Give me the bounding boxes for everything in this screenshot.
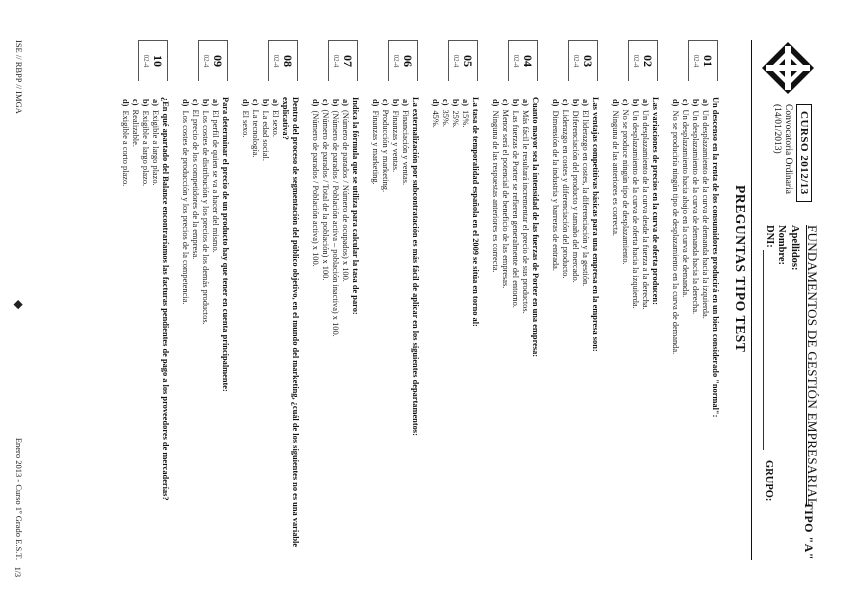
option-letter: c) xyxy=(441,99,450,106)
question-number-box xyxy=(508,40,538,81)
question-item xyxy=(670,40,720,570)
question-body xyxy=(610,81,660,570)
option-text: El precio de los competidores de la empresa. xyxy=(191,109,200,260)
option-letter: d) xyxy=(671,99,680,107)
option-text: Liderazgo en costes y diferenciación del producto. xyxy=(561,109,570,279)
option-text: Un desplazamiento hacia abajo en la curva de demanda. xyxy=(681,109,690,298)
question-number: 09 xyxy=(211,55,225,67)
question-score: 02-4 xyxy=(272,54,280,68)
answer-option[interactable] xyxy=(580,97,590,570)
option-text: No se produce ningún tipo de desplazamiento. xyxy=(621,109,630,265)
option-letter: a) xyxy=(701,99,710,106)
question-number: 06 xyxy=(401,55,415,67)
option-text: Exigible a largo plazo. xyxy=(141,110,150,187)
option-text: Un desplazamiento de la curva de demanda hacia la derecha. xyxy=(691,110,700,315)
answer-option[interactable] xyxy=(450,97,460,570)
footer-code: ISE // RBPP // IMGA xyxy=(14,40,24,114)
question-body xyxy=(180,81,230,570)
answer-option[interactable] xyxy=(130,97,140,570)
option-letter: a) xyxy=(461,99,470,106)
option-letter: b) xyxy=(201,99,210,107)
question-body xyxy=(670,81,720,570)
answer-option[interactable] xyxy=(700,97,710,570)
answer-option[interactable] xyxy=(380,97,390,570)
question-item xyxy=(240,40,300,570)
option-text: Exigible a corto plazo. xyxy=(121,110,130,187)
question-text: Dentro del proceso de segmentación del público objetivo, en el mundo del marketing, ¿cuál de los siguientes no es una variable explicativa? xyxy=(281,97,300,548)
option-text: Finanzas y marketing. xyxy=(371,110,380,185)
question-score: 02-4 xyxy=(632,54,640,68)
question-number-box xyxy=(268,40,298,81)
option-letter: c) xyxy=(381,99,390,106)
option-text: Financiación y ventas. xyxy=(401,109,410,186)
option-text: Ninguna de las respuestas anteriores es correcta. xyxy=(491,110,500,273)
question-number: 08 xyxy=(281,55,295,67)
option-letter: a) xyxy=(581,99,590,106)
question-item xyxy=(310,40,360,570)
answer-option[interactable] xyxy=(270,97,280,570)
course-info xyxy=(771,104,812,224)
question-number-box xyxy=(568,40,598,81)
question-number-box xyxy=(138,40,168,81)
dni-write-line xyxy=(763,250,764,450)
option-text: No se produciría ningún tipo de desplazamiento en la curva de demanda. xyxy=(671,110,680,355)
question-text: Las ventajas competitivas básicas para una empresa en la empresa son: xyxy=(591,97,600,352)
name-field-label: Nombre: xyxy=(776,225,788,266)
question-text: La tasa de temporalidad española en el 2009 se sitúa en torno al: xyxy=(471,97,480,327)
answer-option[interactable] xyxy=(330,97,340,570)
question-item xyxy=(180,40,230,570)
question-text: La externalización por subcontratación es más fácil de aplicar en los siguientes departamentos: xyxy=(411,97,420,436)
answer-option[interactable] xyxy=(200,97,210,570)
question-number: 02 xyxy=(641,55,655,67)
option-letter: b) xyxy=(261,99,270,107)
question-body xyxy=(490,81,540,570)
student-fields xyxy=(763,225,801,271)
question-list xyxy=(110,40,720,570)
option-text: Exigible a largo plazo. xyxy=(151,109,160,186)
answer-option[interactable] xyxy=(610,97,620,570)
header-divider xyxy=(751,40,752,560)
option-letter: b) xyxy=(571,99,580,107)
option-text: Finanzas y ventas. xyxy=(391,110,400,173)
option-letter: d) xyxy=(311,99,320,107)
option-text: 35%. xyxy=(441,109,450,127)
footer-date: Enero 2013 - Curso 1º Grado E.S.T. xyxy=(14,437,24,560)
question-body xyxy=(430,81,480,570)
option-letter: a) xyxy=(521,99,530,106)
question-score: 02-4 xyxy=(572,54,580,68)
option-letter: b) xyxy=(451,99,460,107)
option-text: 15%. xyxy=(461,109,470,128)
option-text: Diferenciación del producto y tamaño del mercado. xyxy=(571,110,580,283)
answer-option[interactable] xyxy=(510,97,520,570)
answer-option[interactable] xyxy=(490,97,500,570)
question-number-box xyxy=(328,40,358,81)
subject-title: FUNDAMENTOS DE GESTIÓN EMPRESARIAL xyxy=(805,225,820,507)
answer-option[interactable] xyxy=(140,97,150,570)
option-letter: b) xyxy=(331,99,340,107)
section-title: PREGUNTAS TIPO TEST xyxy=(733,185,748,353)
question-text: Cuanto mayor sea la intensidad de las fuerzas de Porter en una empresa: xyxy=(531,97,540,358)
question-body xyxy=(120,81,170,570)
answer-option[interactable] xyxy=(630,97,640,570)
option-text: Menor será el potencial de beneficio de las empresas. xyxy=(501,109,510,289)
question-item xyxy=(610,40,660,570)
question-number-box xyxy=(688,40,718,81)
option-letter: c) xyxy=(621,99,630,106)
option-letter: d) xyxy=(551,99,560,107)
answer-option[interactable] xyxy=(640,97,650,570)
question-score: 02-4 xyxy=(512,54,520,68)
answer-option[interactable] xyxy=(340,97,350,570)
question-number-box xyxy=(388,40,418,81)
question-number-box xyxy=(198,40,228,81)
university-logo-icon xyxy=(760,40,816,96)
question-body xyxy=(370,81,420,570)
question-body xyxy=(240,81,300,570)
option-letter: c) xyxy=(251,99,260,106)
question-item xyxy=(490,40,540,570)
answer-option[interactable] xyxy=(550,97,560,570)
option-letter: a) xyxy=(211,99,220,106)
option-text: (Número de parados / Población activa) x 100. xyxy=(311,110,320,267)
course-code: CURSO 2012/13 xyxy=(796,104,812,202)
surname-field-label: Apellidos: xyxy=(789,225,800,271)
answer-option[interactable] xyxy=(190,97,200,570)
option-text: Realizable. xyxy=(131,109,140,147)
option-text: El sexo. xyxy=(241,110,250,138)
question-text: Las variaciones de precios en la curva de oferta producen: xyxy=(651,97,660,305)
option-letter: c) xyxy=(191,99,200,106)
option-text: La edad social. xyxy=(261,110,270,161)
question-number: 10 xyxy=(151,55,165,67)
option-letter: a) xyxy=(641,99,650,106)
question-item xyxy=(120,40,170,570)
option-letter: d) xyxy=(431,99,440,107)
answer-option[interactable] xyxy=(440,97,450,570)
option-letter: b) xyxy=(691,99,700,107)
option-letter: b) xyxy=(511,99,520,107)
answer-option[interactable] xyxy=(240,97,250,570)
question-text: Indica la fórmula que se utiliza para calcular la tasa de paro: xyxy=(351,97,360,315)
answer-option[interactable] xyxy=(180,97,190,570)
footer-diamond-icon: ◆ xyxy=(12,300,26,310)
option-letter: d) xyxy=(491,99,500,107)
option-text: 45%. xyxy=(431,110,440,128)
option-letter: a) xyxy=(341,99,350,106)
question-number: 07 xyxy=(341,55,355,67)
answer-option[interactable] xyxy=(680,97,690,570)
question-text: Para determinar el precio de un producto hay que tener en cuenta principalmente: xyxy=(221,97,230,392)
answer-option[interactable] xyxy=(400,97,410,570)
option-text: El sexo. xyxy=(271,109,280,137)
answer-option[interactable] xyxy=(430,97,440,570)
option-letter: c) xyxy=(501,99,510,106)
option-text: Producción y marketing. xyxy=(381,109,390,193)
answer-option[interactable] xyxy=(560,97,570,570)
answer-option[interactable] xyxy=(310,97,320,570)
question-item xyxy=(430,40,480,570)
group-field-label: GRUPO: xyxy=(763,460,774,502)
question-score: 02-4 xyxy=(692,54,700,68)
option-text: Más fácil le resultará incrementar el precio de sus productos. xyxy=(521,109,530,314)
page-number: 1/3 xyxy=(13,566,22,577)
option-text: Los costes de producción y los precios de la competencia. xyxy=(181,110,190,305)
question-text: Un descenso en la renta de los consumidores producirá en un bien considerado "normal": xyxy=(711,97,720,418)
option-text: (Número de parados / Total de la población) x 100. xyxy=(321,109,330,281)
option-letter: a) xyxy=(271,99,280,106)
answer-option[interactable] xyxy=(210,97,220,570)
question-item xyxy=(370,40,420,570)
option-letter: a) xyxy=(401,99,410,106)
question-number: 03 xyxy=(581,55,595,67)
question-text: ¿En qué apartado del Balance encontraríamos las facturas pendientes de pago a los proveedores de mercaderías? xyxy=(161,97,170,501)
question-number: 01 xyxy=(701,55,715,67)
question-score: 02-4 xyxy=(452,54,460,68)
option-letter: c) xyxy=(321,99,330,106)
option-letter: b) xyxy=(141,99,150,107)
option-text: El liderazgo en costes, la diferenciación y la gestión. xyxy=(581,109,590,287)
option-text: El perfil de quien se va a hacer del mismo. xyxy=(211,109,220,253)
option-text: (Número de parados / Población activa – población inactiva) x 100. xyxy=(331,110,340,337)
answer-option[interactable] xyxy=(570,97,580,570)
convocatoria-label: Convocatoria Ordinaria (14/01/2013) xyxy=(772,104,793,194)
answer-option[interactable] xyxy=(670,97,680,570)
question-score: 02-4 xyxy=(202,54,210,68)
question-number: 05 xyxy=(461,55,475,67)
option-text: La tecnología. xyxy=(251,109,260,158)
option-letter: b) xyxy=(631,99,640,107)
question-score: 02-4 xyxy=(392,54,400,68)
dni-field-label: DNI: xyxy=(764,225,775,248)
answer-option[interactable] xyxy=(690,97,700,570)
option-letter: b) xyxy=(391,99,400,107)
answer-option[interactable] xyxy=(520,97,530,570)
answer-option[interactable] xyxy=(320,97,330,570)
option-text: Un desplazamiento de la curva de oferta hacia la izquierda. xyxy=(631,110,640,309)
option-text: Un desplazamiento de la curva de demanda hacia la izquierda. xyxy=(701,109,710,319)
answer-option[interactable] xyxy=(500,97,510,570)
question-body xyxy=(310,81,360,570)
option-text: 25%. xyxy=(451,110,460,128)
question-number: 04 xyxy=(521,55,535,67)
answer-option[interactable] xyxy=(250,97,260,570)
answer-option[interactable] xyxy=(620,97,630,570)
question-score: 02-4 xyxy=(142,54,150,68)
option-letter: d) xyxy=(371,99,380,107)
answer-option[interactable] xyxy=(370,97,380,570)
option-letter: a) xyxy=(151,99,160,106)
question-item xyxy=(550,40,600,570)
question-number-box xyxy=(448,40,478,81)
answer-option[interactable] xyxy=(150,97,160,570)
option-text: Los costes de distribución y los precios de los demás productos. xyxy=(201,110,210,325)
option-letter: c) xyxy=(131,99,140,106)
option-text: Un desplazamiento de la curva desde la fuerza a la derecha. xyxy=(641,109,650,310)
question-score: 02-4 xyxy=(332,54,340,68)
answer-option[interactable] xyxy=(120,97,130,570)
option-text: (Número de parados / Número de ocupados) x 100. xyxy=(341,109,350,282)
option-text: Dimensión de la industria y barreras de entrada. xyxy=(551,110,560,271)
answer-option[interactable] xyxy=(390,97,400,570)
answer-option[interactable] xyxy=(260,97,270,570)
option-letter: d) xyxy=(241,99,250,107)
exam-type-label: TIPO "A" xyxy=(802,501,816,560)
question-body xyxy=(550,81,600,570)
option-letter: c) xyxy=(561,99,570,106)
option-letter: c) xyxy=(681,99,690,106)
option-text: Ninguna de las anteriores es correcta. xyxy=(611,110,620,237)
option-text: Las fuerzas de Porter se refieren generalmente del entorno. xyxy=(511,110,520,308)
option-letter: d) xyxy=(611,99,620,107)
option-letter: d) xyxy=(121,99,130,107)
option-letter: d) xyxy=(181,99,190,107)
answer-option[interactable] xyxy=(460,97,470,570)
question-number-box xyxy=(628,40,658,81)
